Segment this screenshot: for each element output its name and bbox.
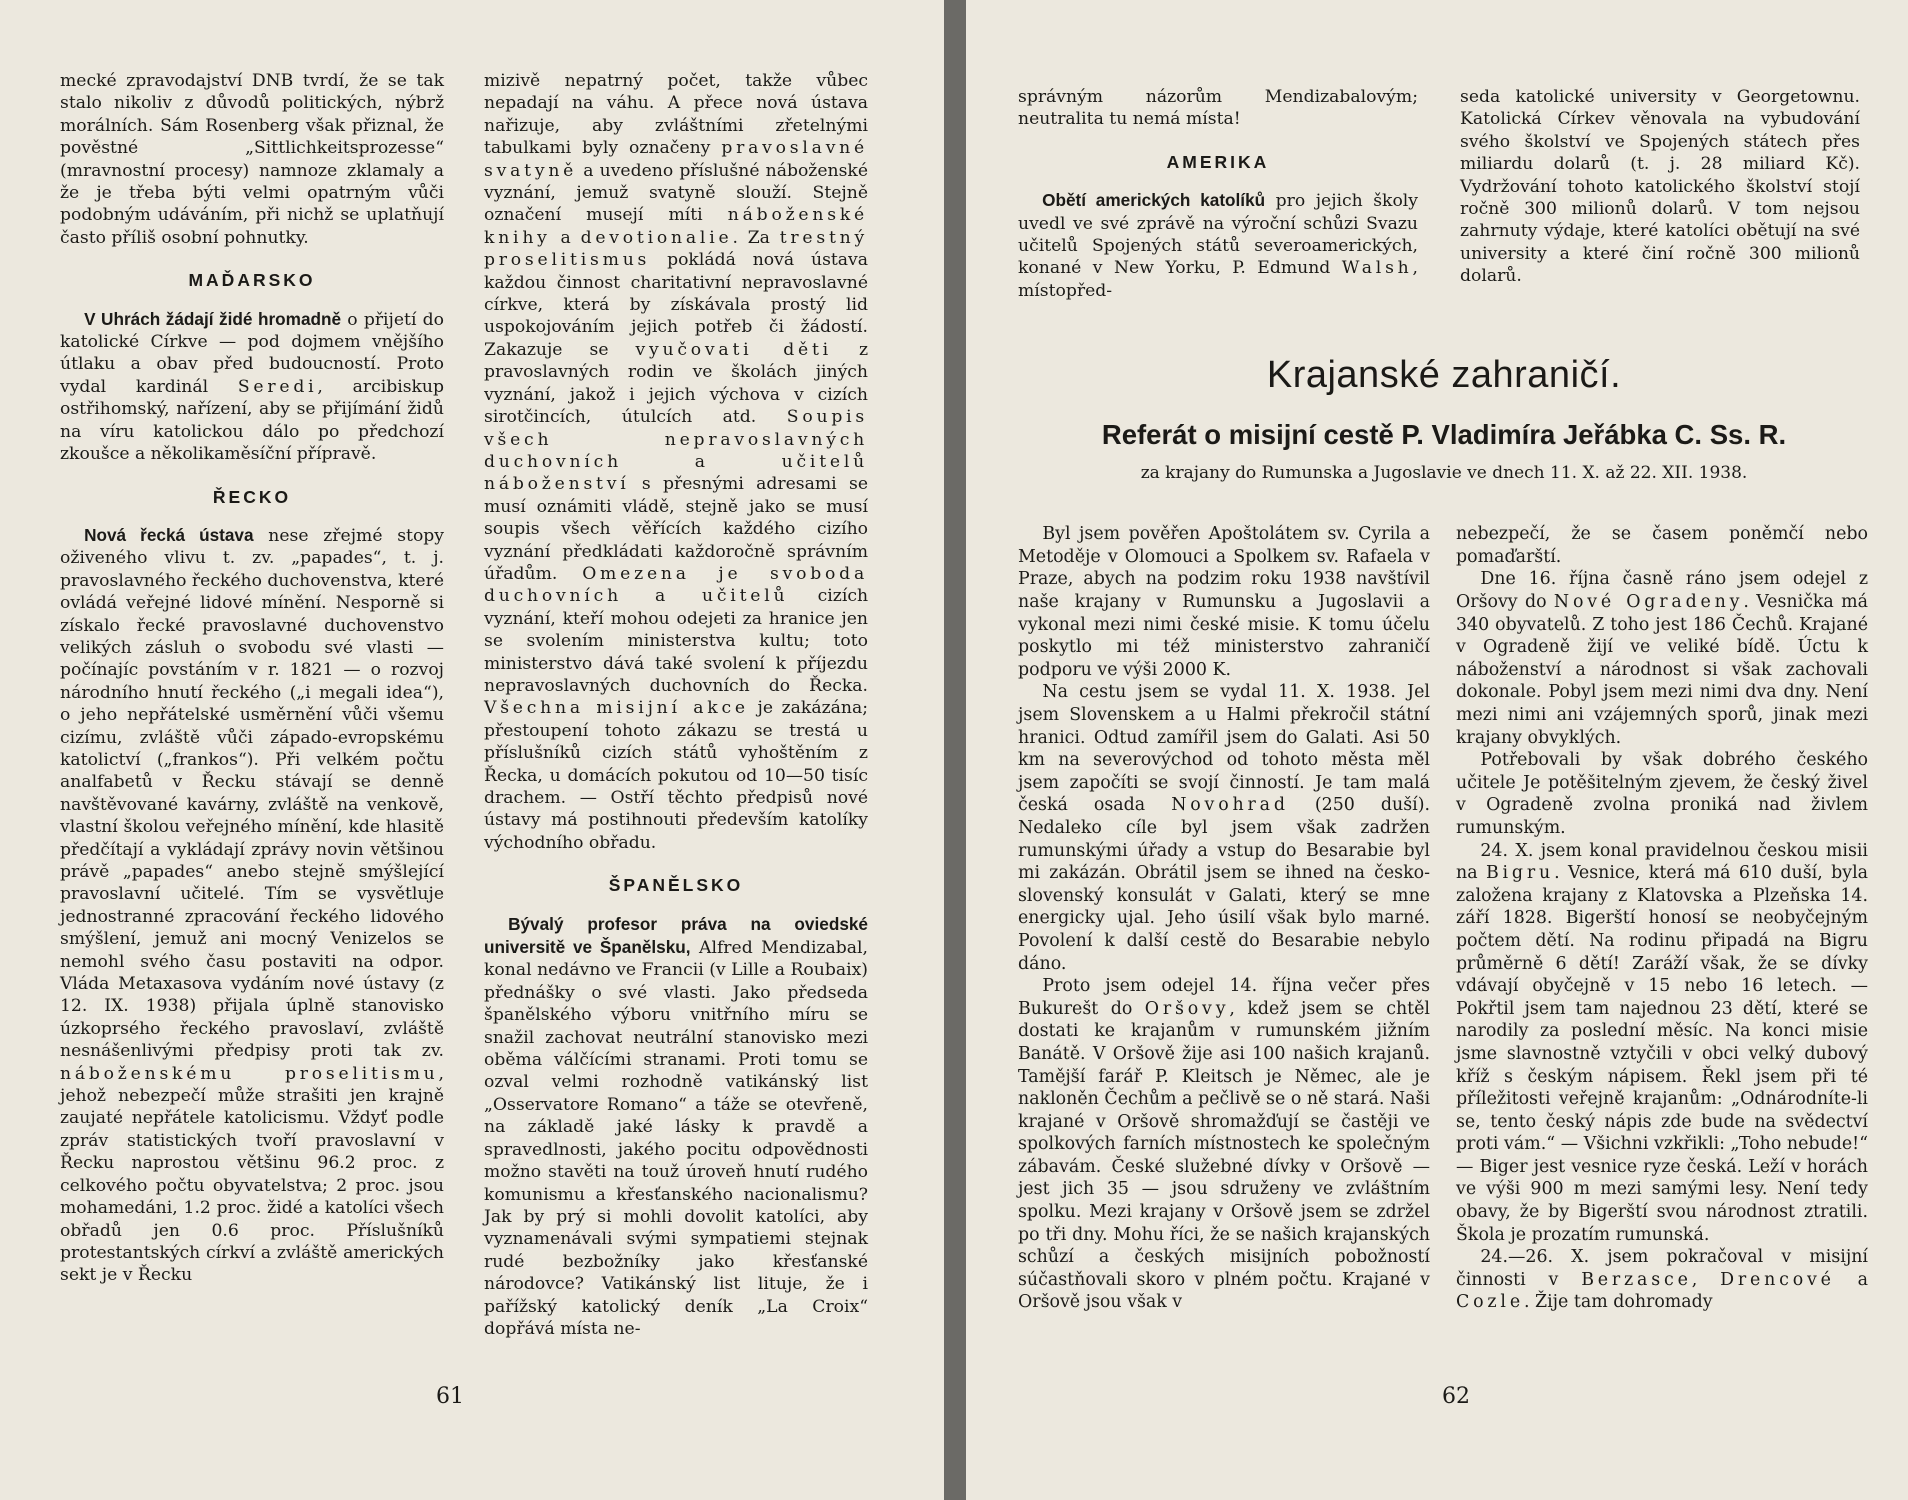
right-page — [966, 0, 1908, 1500]
section-title: Krajanské zahraničí. — [1266, 354, 1622, 397]
right-bottom-column-2 — [1456, 523, 1868, 1314]
article-title: Referát o misijní cestě P. Vladimíra Jeřábka C. Ss. R. — [1101, 419, 1787, 451]
lead-text: V Uhrách žádají židé hromadně — [84, 308, 342, 329]
article-subtitle: za krajany do Rumunska a Jugoslavie ve dnech 11. X. až 22. XII. 1938. — [1140, 463, 1748, 484]
left-column-2 — [484, 70, 868, 1340]
spaced-name: Seredi — [237, 376, 318, 397]
paragraph: Byl jsem pověřen Apoštolátem sv. Cyrila a Metoděje v Olomouci a Spolkem sv. Rafaela v Praze, abych na podzim roku 1938 navštívil naše krajany v Rumunsku a Jugoslavii a vykonal mezi nimi české misie. K tomu účelu poskytlo mi též ministerstvo zahraničí podporu ve výši 2000 K. — [1018, 524, 1430, 680]
section-heading-spanelsko: ŠPANĚLSKO — [608, 875, 744, 896]
paragraph: Dne 16. října časně ráno jsem odejel z Oršovy do Nové Ogradeny. Vesnička má 340 obyvatelů. Z toho jest 186 Čechů. Krajané v Ogradeně žijí ve veliké bídě. Úctu k náboženství a národnost si však zachovali dokonale. Pobyl jsem mezi nimi dva dny. Není mezi nimi ani vzájemných sporů, jinak mezi krajany obvyklých. — [1456, 569, 1868, 748]
lead-text: Obětí amerických katolíků — [1042, 190, 1266, 211]
paragraph: nebezpečí, že se časem poněmčí nebo pomaďarští. — [1456, 524, 1868, 567]
page-number: 61 — [436, 1384, 464, 1409]
left-column-1 — [60, 70, 444, 1340]
paragraph: Potřebovali by však dobrého českého učitele Je potěšitelným zjevem, že český živel v Ogradeně zvolna proniká nad živlem rumunským. — [1456, 750, 1868, 838]
book-gutter — [944, 0, 966, 1500]
paragraph: mizivě nepatrný počet, takže vůbec nepadají na váhu. A přece nová ústava nařizuje, aby zvláštními zřetelnými tabulkami byly označeny pravoslavné svatyně a uvedeno příslušné náboženské vyznání, jemuž svatyně slouží. Stejně označení musejí míti náboženské knihy a devotionalie. Za trestný proselitismus pokládá nová ústava každou činnost charitativní nepravoslavné církve, která by získávala prostý lid uspokojováním jejich potřeb či žádostí. Zakazuje se vyučovati děti z pravoslavných rodin ve školách jiných vyznání, jakož i jejich výchova v cizích sirotčincích, útulcích atd. Soupis všech nepravoslavných duchovních a učitelů náboženství s přesnými adresami se musí oznámiti vládě, stejně jako se musí soupis všech věřících každého cizího vyznání předkládati každoročně správním úřadům. Omezena je svoboda duchovních a učitelů cizích vyznání, kteří mohou odejeti za hranice jen se svolením ministerstva kultu; toto ministerstvo dává také svolení k příjezdu nepravoslavných duchovních do Řecka. Všechna misijní akce je zakázána; přestoupení tohoto zákazu se trestá u příslušníků cizích států vyhoštěním z Řecka, u domácích pokutou od 10—50 tisíc drachem. — Ostří těchto předpisů nové ústavy má postihnouti především katolíky východního obřadu. — [484, 71, 869, 853]
right-top-column-2 — [1460, 86, 1860, 302]
lead-text: Bývalý profesor práva na oviedské universitě ve Španělsku, — [484, 913, 868, 958]
paragraph: Proto jsem odejel 14. října večer přes Bukurešt do Oršovy, kdež jsem se chtěl dostati ke krajanům v rumunském jižním Banátě. V Oršově žije asi 100 našich krajanů. Tamější farář P. Kleitsch je Němec, ale je nakloněn Čechům a pečlivě se o ně stará. Naši krajané v Oršově shromažďují se častěji ve spolkových farních místnostech ke společným zábavám. České služebné dívky v Oršově — jest jich 35 — jsou sdruženy ve zvláštním spolku. Mezi krajany v Oršově jsem se zdržel po tři dny. Mohu říci, že se našich krajanských schůzí a českých misijních pobožností súčastňovali skoro v plném počtu. Krajané v Oršově jsou však v — [1018, 976, 1430, 1313]
section-heading-amerika: AMERIKA — [1166, 151, 1270, 172]
spaced-text: náboženskému proselitismu — [60, 1063, 439, 1084]
paragraph: mecké zpravodajství DNB tvrdí, že se tak stalo nikoliv z důvodů politických, nýbrž morálních. Sám Rosenberg však přiznal, že pověstné „Sittlichkeitsprozesse“ (mravnostní procesy) namnoze zklamaly a že je třeba býti velmi opatrným vůči podobným udáváním, při nichž se uplatňují často příliš osobní pohnutky. — [60, 71, 444, 248]
paragraph: 24.—26. X. jsem pokračoval v misijní činnosti v Berzasce, Drencové a Cozle. Žije tam dohromady — [1456, 1247, 1869, 1313]
paragraph: Obětí amerických katolíků pro jejich školy uvedl ve své zprávě na výroční schůzi Svazu učitelů Spojených států severoamerických, konané v New Yorku, P. Edmund Walsh, místopřed- — [1018, 190, 1419, 301]
paragraph: Na cestu jsem se vydal 11. X. 1938. Jel jsem Slovenskem a u Halmi překročil státní hranici. Odtud zamířil jsem do Galati. Asi 50 km na severovýchod od tohoto města měl jsem započíti se svojí činností. Je tam malá česká osada Novohrad (250 duší). Nedaleko cíle byl jsem však zadržen rumunskými úřady a vstup do Besarabie byl mi zakázán. Obrátil jsem se ihned na česko-slovenský konsulát v Galati, který se mne energicky ujal. Jeho úsilí však bylo marné. Povolení k další cestě do Besarabie nebylo dáno. — [1018, 682, 1431, 974]
paragraph: V Uhrách žádají židé hromadně o přijetí do katolické Církve — pod dojmem vnějšího útlaku a obav před budoucností. Proto vydal kardinál Seredi, arcibiskup ostřihomský, nařízení, aby se přijímání židů na víru katolickou dálo po předchozí zkoušce a několikaměsíční přípravě. — [60, 308, 445, 465]
paragraph: seda katolické university v Georgetownu. Katolická Církev věnovala na vybudování svého školství ve Spojených státech přes miliardu dolarů (t. j. 28 miliard Kč). Vydržování tohoto katolického školství stojí ročně 300 milionů dolarů. V tom nejsou zahrnuty výdaje, které katolíci obětují na své university a které činí ročně 300 milionů dolarů. — [1460, 87, 1860, 287]
left-page — [0, 0, 944, 1500]
paragraph: Nová řecká ústava nese zřejmé stopy oživeného vlivu t. zv. „papades“, t. j. pravoslavného řeckého duchovenstva, které ovládá veřejné lidové mínění. Nesporně si získalo řecké pravoslavné duchovenstvo velikých zásluh o svobodu své vlasti — počínajíc povstáním v r. 1821 — o rozvoj národního hnutí řeckého („i megali idea“), o jeho nepřátelské usměrnění vůči všemu cizímu, zvláště vůči západo-evropskému katolictví („frankos“). Při velkém počtu analfabetů v Řecku stávají se denně navštěvované kavárny, zvláště na venkově, vlastní školou veřejného mínění, kde hlasitě předčítají a vykládají zprávy novin většinou právě „papades“ anebo stejně smýšlející pravoslavní učitelé. Tím se vysvětluje jednostranné zpracování řeckého lidového smýšlení, jemuž ani mocný Venizelos se nemohl svého času postaviti na odpor. Vláda Metaxasova vydáním nové ústavy (z 12. IX. 1938) přijala úplně stanovisko úzkoprsého řeckého pravoslaví, zvláště nesnášenlivými předpisy proti tak zv. náboženskému proselitismu, jehož nebezpečí může strašiti jen krajně zaujaté nepřátele katolicismu. Vždyť podle zpráv statistických tvoří pravoslavní v Řecku naprostou většinu 96.2 proc. z celkového počtu obyvatelstva; 2 proc. jsou mohamedáni, 1.2 proc. židé a katolíci všech obřadů jen 0.6 proc. Příslušníků protestantských církví a zvláště amerických sekt je v Řecku — [60, 524, 444, 1286]
paragraph: správným názorům Mendizabalovým; neutralita tu nemá místa! — [1018, 87, 1418, 130]
paragraph: 24. X. jsem konal pravidelnou českou misii na Bigru. Vesnice, která má 610 duší, byla založena krajany z Klatovska a Plzeňska 14. září 1828. Bigerští honosí se neobyčejným počtem dětí. Na rodinu připadá na Bigru průměrně 6 dětí! Zaráží však, že se dívky vdávají obyčejně v 15 nebo 16 letech. — Pokřtil jsem tam najednou 23 dětí, které se narodily za poslední měsíc. Na konci misie jsme slavnostně vztyčili v obci velký dubový kříž s českým nápisem. Řekl jsem při té příležitosti veřejně krajanům: „Odnárodníte-li se, tento český nápis zde bude na svědectví proti vám.“ — Všichni vzkřikli: „Toho nebude!“ — Biger jest vesnice ryze česká. Leží v horách ve výši 900 m mezi samými lesy. Není tedy obavy, že by Bigerští svou národnost ztratili. Škola je prozatím rumunská. — [1456, 840, 1869, 1245]
section-heading-madarsko: MAĎARSKO — [188, 270, 316, 291]
section-heading-recko: ŘECKO — [212, 486, 292, 507]
paragraph: Bývalý profesor práva na oviedské universitě ve Španělsku, Alfred Mendizabal, konal nedávno ve Francii (v Lille a Roubaix) přednášky o své vlasti. Jako předseda španělského výboru vnitřního míru se snažil zachovat neutrální stanovisko mezi oběma válčícími stranami. Proti tomu se ozval velmi rozhodně vatikánský list „Osservatore Romano“ a táže se otevřeně, na základě jaké lásky k pravdě a spravedlnosti, jakého pocitu odpovědnosti možno stavěti na touž úroveň hnutí rudého komunismu a křesťanského nacionalismu? Jak by prý si mohli dovolit katolíci, aby vyznamenávali svými sympatiemi stejnak rudé bezbožníky jako křesťanské národovce? Vatikánský list lituje, že i pařížský katolický deník „La Croix“ dopřává místa ne- — [484, 913, 868, 1339]
page-number: 62 — [1442, 1384, 1470, 1409]
right-top-column-1 — [1018, 86, 1418, 302]
right-bottom-column-1 — [1018, 523, 1430, 1314]
lead-text: Nová řecká ústava — [84, 524, 254, 545]
